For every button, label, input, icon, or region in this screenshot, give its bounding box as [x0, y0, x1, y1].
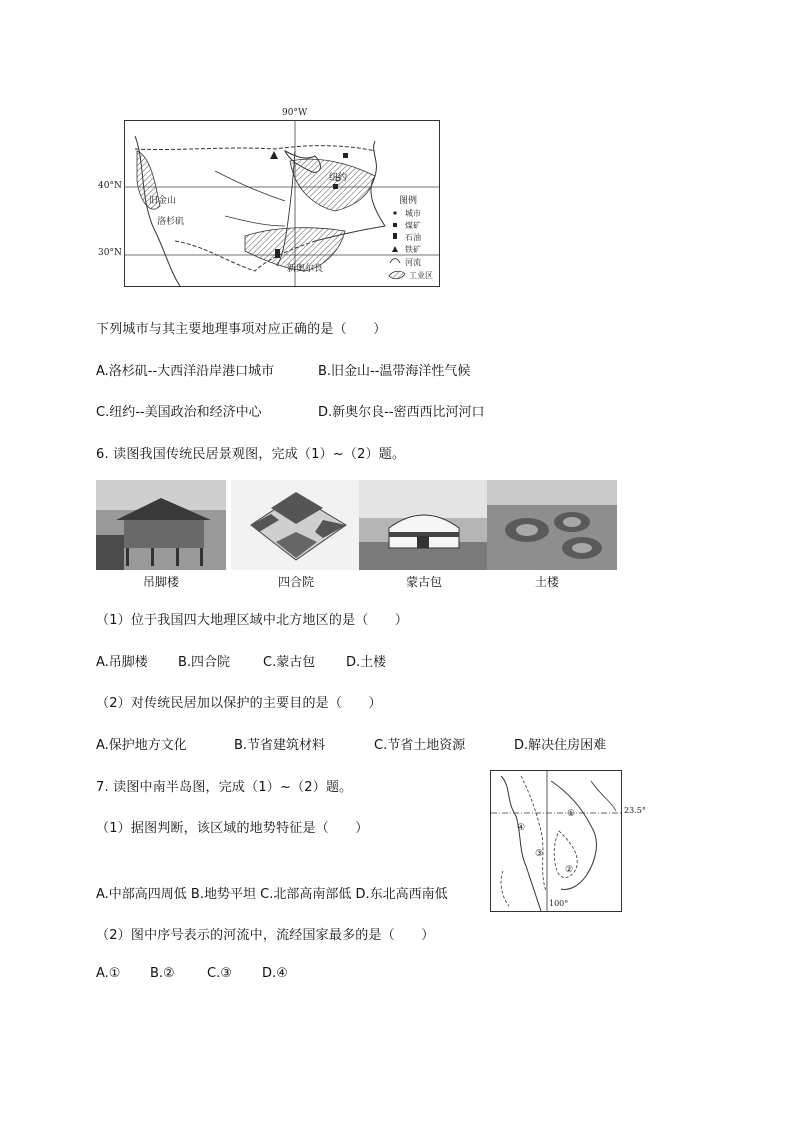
indochina-map-drawing	[491, 771, 621, 911]
legend-coal: 煤矿	[405, 221, 421, 230]
city-san-francisco-label: 旧金山	[149, 196, 177, 206]
river-2-label: ②	[565, 865, 574, 875]
caption-courtyard-house: 四合院	[277, 575, 314, 589]
legend-city: 城市	[405, 209, 421, 218]
q6-sub2-option-a[interactable]: A.保护地方文化	[96, 738, 187, 753]
usa-map-frame	[124, 120, 440, 287]
q7-sub2-option-a[interactable]: A.①	[96, 966, 121, 981]
q6-sub1-option-c[interactable]: C.蒙古包	[263, 655, 316, 670]
river-4-label: ④	[517, 823, 526, 833]
tulou-photo	[487, 480, 617, 570]
q7-sub2-option-c[interactable]: C.③	[207, 966, 232, 981]
caption-stilted-house: 吊脚楼	[142, 575, 179, 589]
q6-sub2-option-c[interactable]: C.节省土地资源	[374, 738, 466, 753]
q5-stem: 下列城市与其主要地理事项对应正确的是（ ）	[96, 322, 387, 337]
courtyard-house-photo	[231, 480, 361, 570]
caption-tulou: 土楼	[534, 575, 559, 589]
caption-yurt: 蒙古包	[405, 575, 442, 589]
legend-river: 河流	[405, 258, 421, 267]
q7-sub1-options[interactable]: A.中部高四周低 B.地势平坦 C.北部高南部低 D.东北高西南低	[96, 887, 448, 902]
longitude-100-label: 100°	[549, 899, 569, 908]
q7-stem: 7. 读图中南半岛图，完成（1）~（2）题。	[96, 780, 353, 795]
q6-sub1-option-b[interactable]: B.四合院	[178, 655, 231, 670]
indochina-map	[490, 770, 622, 912]
q5-option-a[interactable]: A.洛杉矶--大西洋沿岸港口城市	[96, 364, 275, 379]
q7-sub2-option-b[interactable]: B.②	[150, 966, 175, 981]
legend-industrial: 工业区	[409, 271, 433, 280]
legend-iron: 铁矿	[405, 245, 421, 254]
q6-sub2-option-d[interactable]: D.解决住房困难	[514, 738, 607, 753]
latitude-40n-label: 40°N	[98, 181, 122, 191]
longitude-90w-label: 90°W	[282, 108, 308, 118]
q7-sub1-stem: （1）据图判断，该区域的地势特征是（ ）	[96, 821, 369, 836]
q6-sub1-option-d[interactable]: D.土楼	[346, 655, 387, 670]
q7-sub2-option-d[interactable]: D.④	[262, 966, 288, 981]
yurt-photo	[359, 480, 489, 570]
city-new-orleans-label: 新奥尔良	[287, 264, 324, 274]
q6-sub1-option-a[interactable]: A.吊脚楼	[96, 655, 148, 670]
q6-sub2-option-b[interactable]: B.节省建筑材料	[234, 738, 326, 753]
river-1-label: ①	[567, 809, 576, 819]
city-los-angeles-label: 洛杉矶	[157, 217, 185, 227]
q6-sub1-stem: （1）位于我国四大地理区域中北方地区的是（ ）	[96, 613, 409, 628]
stilted-house-photo	[96, 480, 226, 570]
q5-option-d[interactable]: D.新奥尔良--密西西比河河口	[318, 405, 485, 420]
q6-stem: 6. 读图我国传统民居景观图，完成（1）~（2）题。	[96, 447, 406, 462]
q5-option-b[interactable]: B.旧金山--温带海洋性气候	[318, 364, 471, 379]
city-new-york-label: 纽约	[329, 173, 348, 183]
q5-option-c[interactable]: C.纽约--美国政治和经济中心	[96, 405, 262, 420]
q6-sub2-stem: （2）对传统民居加以保护的主要目的是（ ）	[96, 696, 382, 711]
legend-title: 图例	[399, 196, 418, 206]
legend-oil: 石油	[405, 233, 421, 242]
q7-sub2-stem: （2）图中序号表示的河流中，流经国家最多的是（ ）	[96, 928, 435, 943]
river-3-label: ③	[535, 849, 544, 859]
latitude-23-5-label: 23.5°	[624, 806, 646, 815]
latitude-30n-label: 30°N	[98, 248, 122, 258]
